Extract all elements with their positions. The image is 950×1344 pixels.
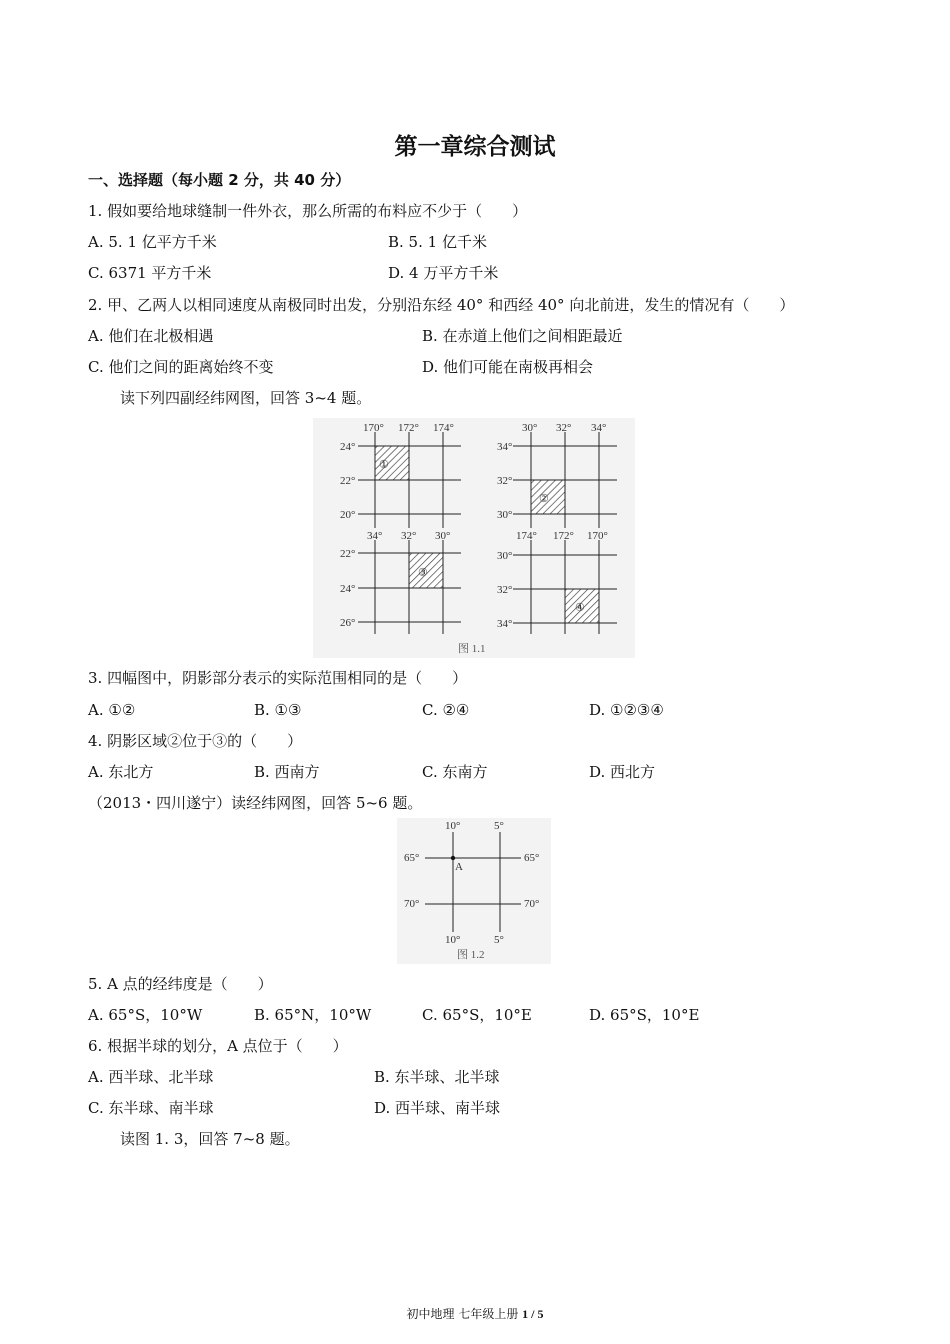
question-4-stem: 4. 阴影区域②位于③的（ ） [88, 732, 303, 750]
bottom-longitude-label: 10° [445, 934, 461, 946]
page-number: 1 / 5 [522, 1307, 544, 1321]
question-2-option-a: A. 他们在北极相遇 [88, 327, 214, 345]
instruction-q5-6: （2013・四川遂宁）读经纬网图，回答 5~6 题。 [88, 794, 423, 812]
question-3-option-b: B. ①③ [254, 701, 302, 719]
left-latitude-label: 65° [404, 852, 420, 864]
graticule-3-top-label: 32° [401, 530, 417, 542]
question-6-option-c: C. 东半球、南半球 [88, 1099, 214, 1117]
section-heading: 一、选择题（每小题 2 分，共 40 分） [88, 171, 351, 189]
top-longitude-label: 5° [494, 820, 504, 832]
instruction-q7-8: 读图 1. 3，回答 7~8 题。 [120, 1130, 300, 1148]
graticule-4-top-label: 174° [516, 530, 537, 542]
graticule-2-top-label: 34° [591, 422, 607, 434]
figure-1-1-caption: 图 1.1 [458, 643, 486, 655]
question-4-option-c: C. 东南方 [422, 763, 488, 781]
graticule-4-left-label: 30° [497, 550, 513, 562]
question-3-option-d: D. ①②③④ [589, 701, 664, 719]
question-2-stem: 2. 甲、乙两人以相同速度从南极同时出发，分别沿东经 40° 和西经 40° 向北前进，发生的情况有（ ） [88, 296, 795, 314]
figure-1-1 [313, 418, 635, 658]
question-1-option-d: D. 4 万平方千米 [388, 264, 499, 282]
question-2-option-b: B. 在赤道上他们之间相距最近 [422, 327, 623, 345]
question-6-stem: 6. 根据半球的划分，A 点位于（ ） [88, 1037, 348, 1055]
graticule-4-top-label: 170° [587, 530, 608, 542]
bottom-longitude-label: 5° [494, 934, 504, 946]
graticule-1-top-label: 172° [398, 422, 419, 434]
question-2-option-d: D. 他们可能在南极再相会 [422, 358, 594, 376]
graticule-1-top-label: 174° [433, 422, 454, 434]
graticule-2-left-label: 32° [497, 475, 513, 487]
graticule-lines [425, 832, 521, 932]
question-1-stem: 1. 假如要给地球缝制一件外衣，那么所需的布料应不少于（ ） [88, 202, 528, 220]
question-5-option-a: A. 65°S，10°W [88, 1006, 203, 1024]
graticule-4-left-label: 34° [497, 618, 513, 630]
figure-1-2-caption: 图 1.2 [457, 949, 485, 961]
question-4-option-a: A. 东北方 [88, 763, 154, 781]
graticule-3-left-label: 22° [340, 548, 356, 560]
page-footer [0, 1305, 950, 1322]
graticule-1-left-label: 20° [340, 509, 356, 521]
question-3-option-c: C. ②④ [422, 701, 470, 719]
graticule-4-top-label: 172° [553, 530, 574, 542]
graticule-3-mark: ③ [418, 567, 428, 579]
question-6-option-d: D. 西半球、南半球 [374, 1099, 501, 1117]
question-3-option-a: A. ①② [88, 701, 136, 719]
graticule-2-mark: ② [539, 493, 549, 505]
graticule-3-left-label: 26° [340, 617, 356, 629]
question-2-option-c: C. 他们之间的距离始终不变 [88, 358, 274, 376]
question-4-option-b: B. 西南方 [254, 763, 320, 781]
right-latitude-label: 65° [524, 852, 540, 864]
graticule-2-top-label: 30° [522, 422, 538, 434]
graticule-1-top-label: 170° [363, 422, 384, 434]
question-1-option-c: C. 6371 平方千米 [88, 264, 212, 282]
right-latitude-label: 70° [524, 898, 540, 910]
footer-text: 初中地理 七年级上册 [406, 1307, 519, 1321]
left-latitude-label: 70° [404, 898, 420, 910]
question-5-option-c: C. 65°S，10°E [422, 1006, 532, 1024]
question-5-option-d: D. 65°S，10°E [589, 1006, 700, 1024]
question-5-option-b: B. 65°N，10°W [254, 1006, 372, 1024]
figure-1-2-graticule [397, 818, 551, 964]
graticule-1-left-label: 22° [340, 475, 356, 487]
graticule-3-top-label: 34° [367, 530, 383, 542]
figure-1-2 [397, 818, 551, 964]
graticule-3-top-label: 30° [435, 530, 451, 542]
page-title: 第一章综合测试 [394, 134, 556, 160]
graticule-4-mark: ④ [575, 602, 585, 614]
point-a-label: A [455, 861, 463, 873]
graticule-3-left-label: 24° [340, 583, 356, 595]
graticule-2-top-label: 32° [556, 422, 572, 434]
graticule-1-mark: ① [379, 459, 389, 471]
instruction-q3-4: 读下列四副经纬网图，回答 3~4 题。 [120, 389, 372, 407]
graticule-1-left-label: 24° [340, 441, 356, 453]
question-6-option-b: B. 东半球、北半球 [374, 1068, 500, 1086]
question-1-option-a: A. 5. 1 亿平方千米 [88, 233, 217, 251]
point-a-marker [451, 856, 455, 860]
figure-1-1-graticules [313, 418, 635, 658]
question-6-option-a: A. 西半球、北半球 [88, 1068, 214, 1086]
question-5-stem: 5. A 点的经纬度是（ ） [88, 975, 273, 993]
question-1-option-b: B. 5. 1 亿千米 [388, 233, 487, 251]
question-3-stem: 3. 四幅图中，阴影部分表示的实际范围相同的是（ ） [88, 669, 468, 687]
graticule-4-left-label: 32° [497, 584, 513, 596]
graticule-2-left-label: 34° [497, 441, 513, 453]
top-longitude-label: 10° [445, 820, 461, 832]
question-4-option-d: D. 西北方 [589, 763, 656, 781]
graticule-2-left-label: 30° [497, 509, 513, 521]
